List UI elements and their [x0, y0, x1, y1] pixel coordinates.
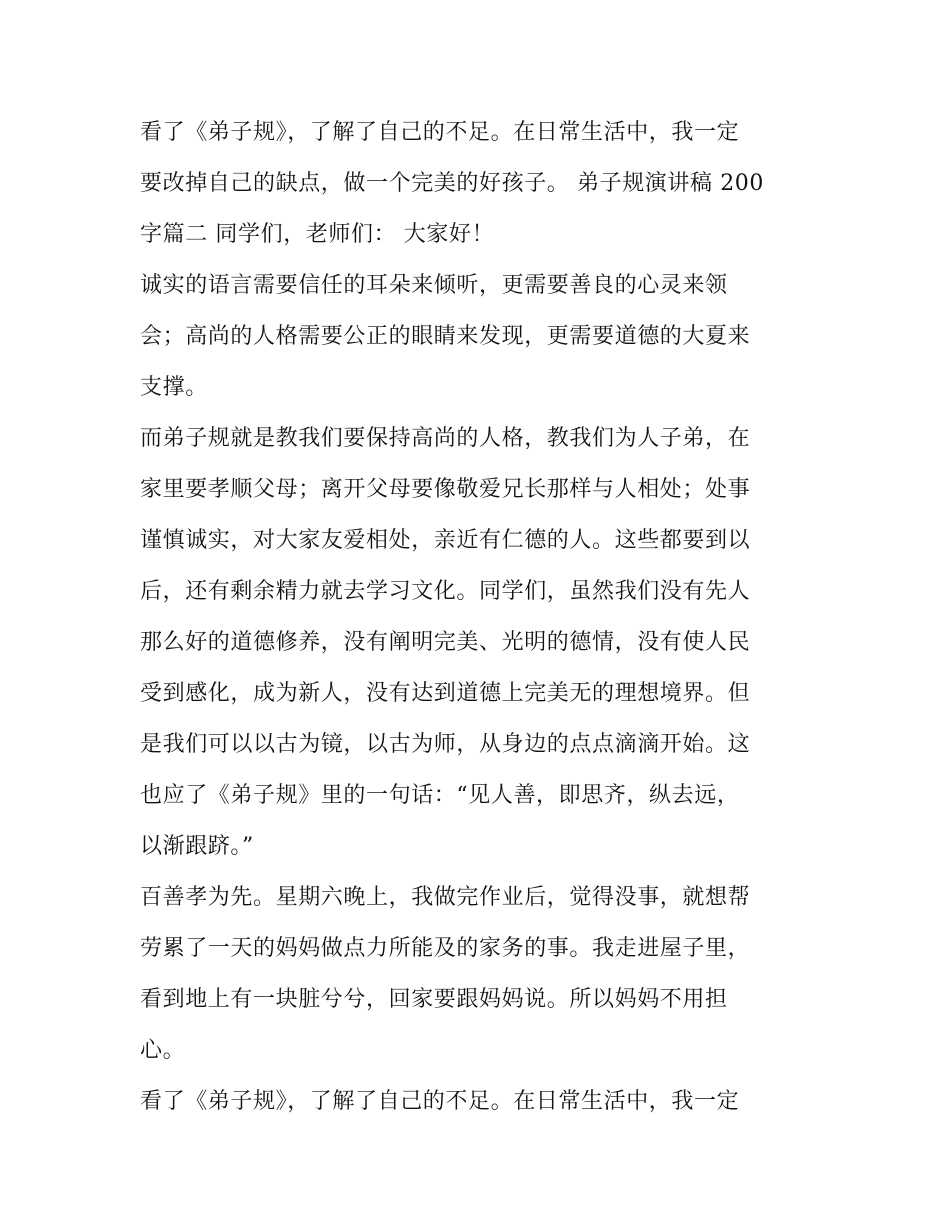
- text-line: 以渐跟跻。”: [140, 834, 254, 859]
- text-line: 会；高尚的人格需要公正的眼睛来发现，更需要道德的大夏来: [140, 324, 751, 349]
- text-line: 那么好的道德修养，没有阐明完美、光明的德情，没有使人民: [140, 630, 751, 655]
- text-line: 看了《弟子规》，了解了自己的不足。在日常生活中，我一定: [140, 1089, 740, 1114]
- text-line: 是我们可以以古为镜，以古为师，从身边的点点滴滴开始。这: [140, 732, 751, 757]
- text-line: 看了《弟子规》，了解了自己的不足。在日常生活中，我一定: [140, 120, 740, 145]
- text-line: 要改掉自己的缺点，做一个完美的好孩子。 弟子规演讲稿 200: [140, 171, 764, 196]
- text-line: 家里要孝顺父母；离开父母要像敬爱兄长那样与人相处；处事: [140, 477, 751, 502]
- text-line: 受到感化，成为新人，没有达到道德上完美无的理想境界。但: [140, 681, 751, 706]
- text-line: 谨慎诚实，对大家友爱相处，亲近有仁德的人。这些都要到以: [140, 528, 751, 553]
- text-line: 诚实的语言需要信任的耳朵来倾听，更需要善良的心灵来领: [140, 273, 728, 298]
- text-line: 支撑。: [140, 375, 208, 400]
- text-line: 看到地上有一块脏兮兮，回家要跟妈妈说。所以妈妈不用担: [140, 987, 728, 1012]
- text-line: 后，还有剩余精力就去学习文化。同学们，虽然我们没有先人: [140, 579, 751, 604]
- text-line: 劳累了一天的妈妈做点力所能及的家务的事。我走进屋子里，: [140, 936, 751, 961]
- text-line: 心。: [140, 1038, 186, 1063]
- document-body: [140, 107, 820, 1127]
- text-line: 而弟子规就是教我们要保持高尚的人格，教我们为人子弟，在: [140, 426, 751, 451]
- text-line: 也应了《弟子规》里的一句话：“见人善，即思齐，纵去远，: [140, 783, 740, 808]
- text-line: 百善孝为先。星期六晚上，我做完作业后，觉得没事，就想帮: [140, 885, 751, 910]
- text-line: 字篇二 同学们，老师们： 大家好！: [140, 222, 495, 247]
